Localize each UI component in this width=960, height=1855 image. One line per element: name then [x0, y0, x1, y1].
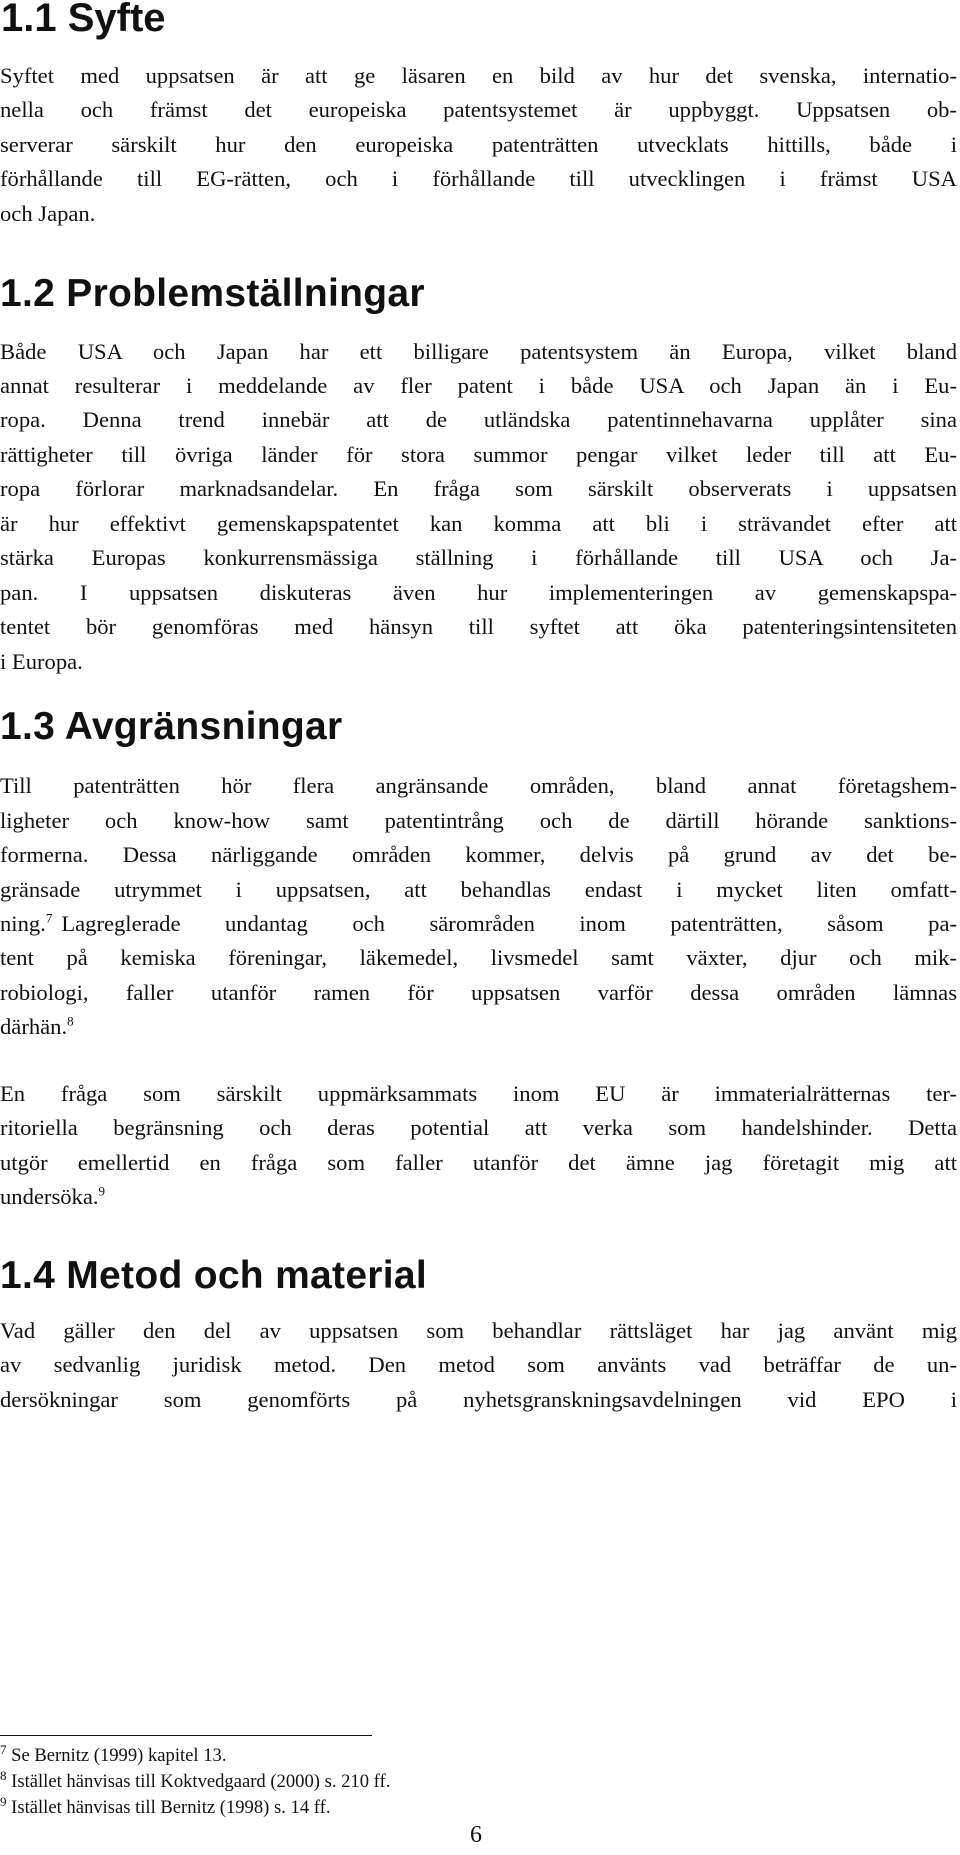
- text-span: ning.: [0, 911, 46, 936]
- text-fragment: Lagreglerade undantag och särområden inom patenträtten, såsom pa-: [61, 911, 957, 936]
- footnote-mark: 7: [0, 1741, 7, 1757]
- text-line: tentet bör genomföras med hänsyn till syftet att öka patenteringsintensiteten: [0, 614, 957, 639]
- footnote-separator: [0, 1735, 372, 1736]
- section-heading-problemstallningar: 1.2 Problemställningar: [0, 272, 425, 315]
- footnote-ref-9: 9: [98, 1183, 106, 1199]
- footnote-7: [0, 1741, 227, 1767]
- text-fragment: [0, 911, 52, 937]
- text-line: serverar särskilt hur den europeiska patenträtten utvecklats hittills, både i: [0, 132, 957, 157]
- footnote-9: [0, 1793, 331, 1819]
- text-line: ropa. Denna trend innebär att de utländska patentinnehavarna upplåter sina: [0, 407, 957, 432]
- text-line: Både USA och Japan har ett billigare patentsystem än Europa, vilket bland: [0, 339, 957, 364]
- text-span: undersöka.: [0, 1184, 99, 1209]
- text-line: Vad gäller den del av uppsatsen som behandlar rättsläget har jag använt mig: [0, 1318, 957, 1343]
- text-line: annat resulterar i meddelande av fler patent i både USA och Japan än i Eu-: [0, 373, 957, 398]
- page-number: 6: [470, 1822, 482, 1848]
- text-line: ropa förlorar marknadsandelar. En fråga som särskilt observerats i uppsatsen: [0, 476, 957, 501]
- footnote-mark: 9: [0, 1793, 7, 1809]
- text-line: utgör emellertid en fråga som faller utanför det ämne jag företagit mig att: [0, 1150, 957, 1175]
- footnote-8: [0, 1767, 391, 1793]
- text-line: Syftet med uppsatsen är att ge läsaren en bild av hur det svenska, internatio-: [0, 63, 957, 88]
- text-line: robiologi, faller utanför ramen för uppsatsen varför dessa områden lämnas: [0, 980, 957, 1005]
- text-line: i Europa.: [0, 649, 83, 674]
- text-line: formerna. Dessa närliggande områden kommer, delvis på grund av det be-: [0, 842, 957, 867]
- footnote-text: Istället hänvisas till Bernitz (1998) s. 14 ff.: [11, 1797, 331, 1818]
- footnote-ref-7: 7: [45, 910, 53, 926]
- section-heading-syfte: 1.1 Syfte: [1, 0, 166, 40]
- text-line: förhållande till EG-rätten, och i förhållande till utvecklingen i främst USA: [0, 166, 957, 191]
- text-line: Till patenträtten hör flera angränsande områden, bland annat företagshem-: [0, 773, 957, 798]
- text-line: och Japan.: [0, 201, 96, 226]
- section-heading-avgransningar: 1.3 Avgränsningar: [0, 705, 343, 748]
- text-line: är hur effektivt gemenskapspatentet kan komma att bli i strävandet efter att: [0, 511, 957, 536]
- text-line: nella och främst det europeiska patentsystemet är uppbyggt. Uppsatsen ob-: [0, 97, 957, 122]
- text-span: därhän.: [0, 1014, 68, 1039]
- text-line-with-footnote: [0, 911, 957, 937]
- footnote-text: Istället hänvisas till Koktvedgaard (2000) s. 210 ff.: [11, 1771, 391, 1792]
- text-line: tent på kemiska föreningar, läkemedel, livsmedel samt växter, djur och mik-: [0, 945, 957, 970]
- text-line: stärka Europas konkurrensmässiga ställning i förhållande till USA och Ja-: [0, 545, 957, 570]
- text-line: [0, 1014, 74, 1040]
- text-line: [0, 1184, 105, 1210]
- text-line: En fråga som särskilt uppmärksammats inom EU är immaterialrätternas ter-: [0, 1081, 957, 1106]
- text-line: av sedvanlig juridisk metod. Den metod som använts vad beträffar de un-: [0, 1352, 957, 1377]
- text-line: gränsade utrymmet i uppsatsen, att behandlas endast i mycket liten omfatt-: [0, 877, 957, 902]
- text-line: ritoriella begränsning och deras potential att verka som handelshinder. Detta: [0, 1115, 957, 1140]
- footnote-text: Se Bernitz (1999) kapitel 13.: [11, 1745, 227, 1766]
- text-line: rättigheter till övriga länder för stora summor pengar vilket leder till att Eu-: [0, 442, 957, 467]
- section-heading-metod: 1.4 Metod och material: [0, 1254, 428, 1297]
- text-line: dersökningar som genomförts på nyhetsgranskningsavdelningen vid EPO i: [0, 1387, 957, 1412]
- footnote-ref-8: 8: [67, 1013, 74, 1029]
- text-line: ligheter och know-how samt patentintrång och de därtill hörande sanktions-: [0, 808, 957, 833]
- footnote-mark: 8: [0, 1767, 7, 1783]
- text-line: pan. I uppsatsen diskuteras även hur implementeringen av gemenskapspa-: [0, 580, 957, 605]
